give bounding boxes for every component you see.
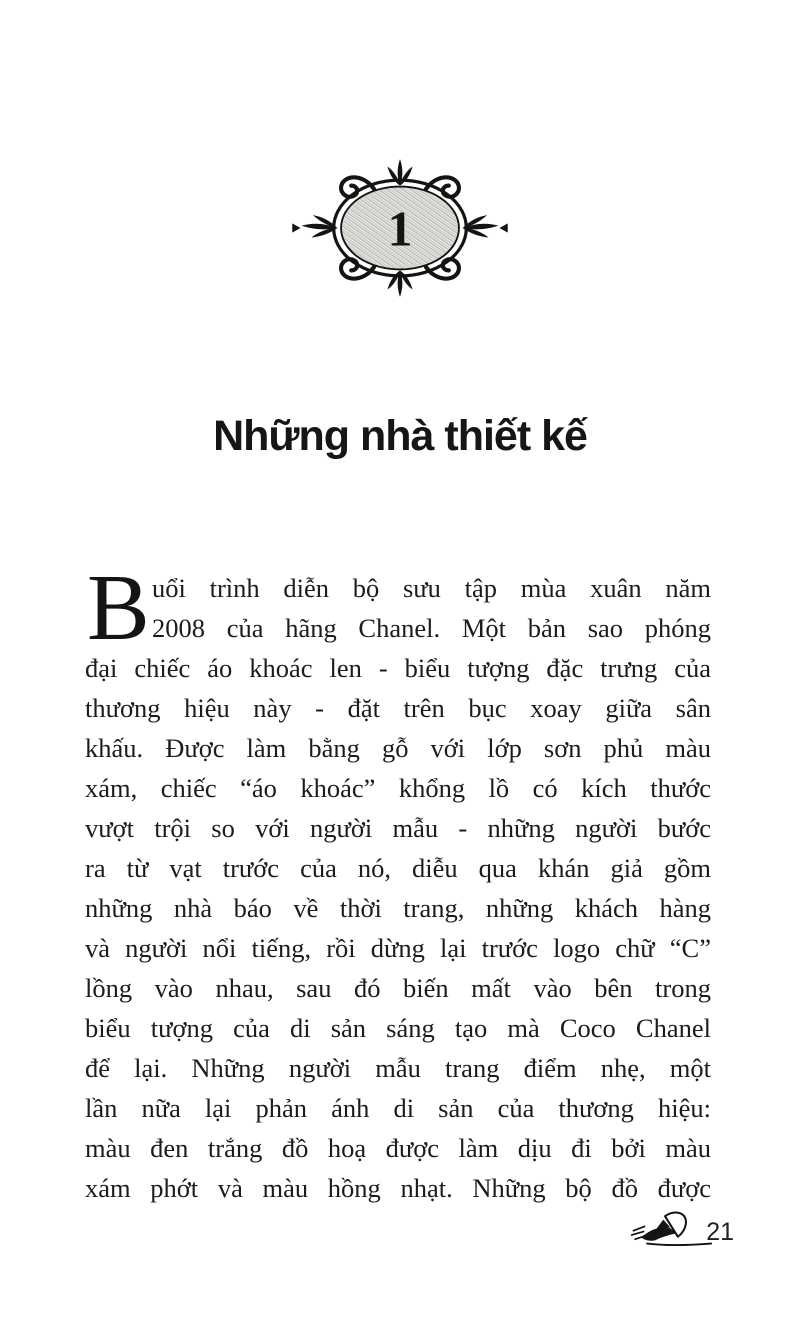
quill-flourish-icon: [630, 1208, 712, 1250]
body-line: những nhà báo về thời trang, những khách hàng: [85, 893, 711, 923]
body-line: xám, chiếc “áo khoác” khổng lồ có kích thước: [85, 773, 711, 803]
page-number: 21: [706, 1218, 734, 1246]
body-line: ra từ vạt trước của nó, diễu qua khán giả gồm: [85, 853, 711, 883]
body-line: biểu tượng của di sản sáng tạo mà Coco Chanel: [85, 1013, 711, 1043]
chapter-ornament: [289, 158, 511, 303]
chapter-title: Những nhà thiết kế: [213, 412, 587, 460]
body-line: xám phớt và màu hồng nhạt. Những bộ đồ được: [85, 1173, 711, 1203]
body-line: thương hiệu này - đặt trên bục xoay giữa sân: [85, 693, 711, 723]
page-footer: [630, 1208, 734, 1250]
body-line: màu đen trắng đồ hoạ được làm dịu đi bởi màu: [85, 1133, 711, 1163]
body-line: vượt trội so với người mẫu - những người bước: [85, 813, 711, 843]
chapter-number: 1: [387, 201, 413, 257]
body-paragraph: [85, 556, 711, 1208]
body-line: lần nữa lại phản ánh di sản của thương hiệu:: [85, 1093, 711, 1123]
body-line: và người nổi tiếng, rồi dừng lại trước logo chữ “C”: [85, 933, 711, 963]
body-line: đại chiếc áo khoác len - biểu tượng đặc trưng của: [85, 653, 711, 683]
drop-cap: B: [87, 556, 150, 660]
chapter-ornament-icon: [289, 158, 511, 298]
body-line: lồng vào nhau, sau đó biến mất vào bên trong: [85, 973, 711, 1003]
body-line: 2008 của hãng Chanel. Một bản sao phóng: [152, 613, 711, 643]
body-line: khấu. Được làm bằng gỗ với lớp sơn phủ màu: [85, 733, 711, 763]
body-line: để lại. Những người mẫu trang điểm nhẹ, một: [85, 1053, 711, 1083]
body-line: uổi trình diễn bộ sưu tập mùa xuân năm: [152, 573, 711, 603]
